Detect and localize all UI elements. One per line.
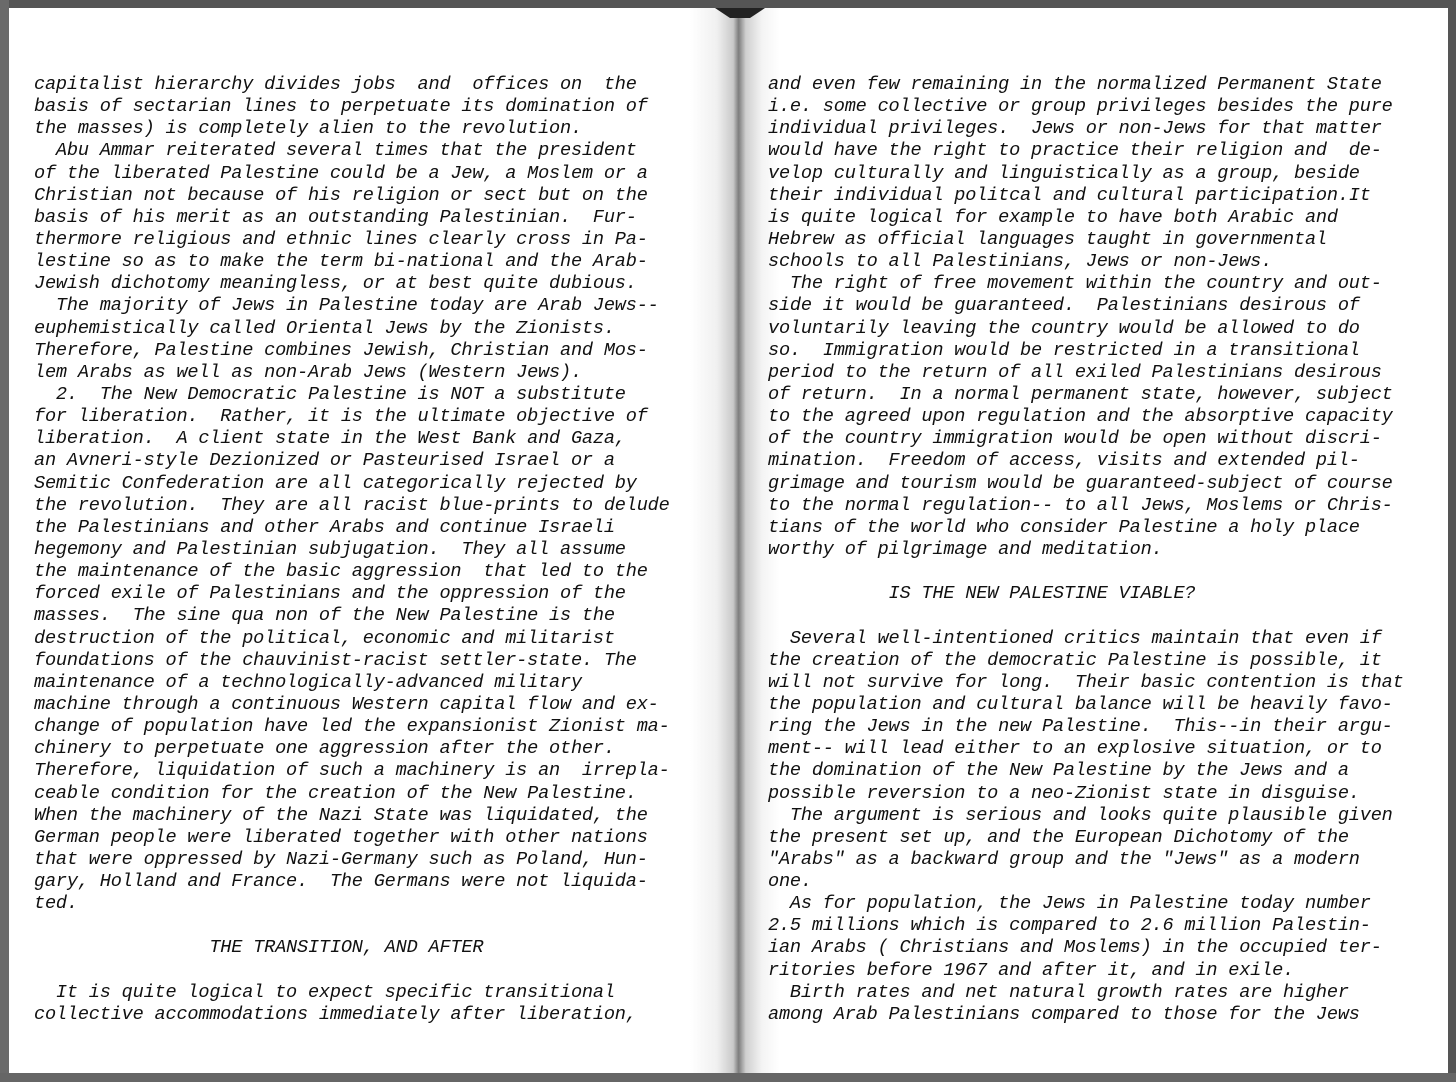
text-line: hegemony and Palestinian subjugation. They all assume <box>34 538 626 560</box>
text-line: collective accommodations immediately after liberation, <box>34 1003 637 1025</box>
text-line: THE TRANSITION, AND AFTER <box>34 937 484 959</box>
text-line: the population and cultural balance will be heavily favo- <box>768 693 1393 715</box>
text-line: for liberation. Rather, it is the ultimate objective of <box>34 406 648 428</box>
text-line: gary, Holland and France. The Germans were not liquida- <box>34 871 648 893</box>
text-line: Semitic Confederation are all categorically rejected by <box>34 472 637 494</box>
text-line: worthy of pilgrimage and meditation. <box>768 538 1163 560</box>
left-page-text <box>34 74 684 1026</box>
text-line: ment-- will lead either to an explosive situation, or to <box>768 738 1382 760</box>
scan-border-left <box>0 0 9 1082</box>
text-line: possible reversion to a neo-Zionist state in disguise. <box>768 782 1360 804</box>
text-line: chinery to perpetuate one aggression after the other. <box>34 738 615 760</box>
text-line: i.e. some collective or group privileges besides the pure <box>768 96 1393 118</box>
text-line: "Arabs" as a backward group and the "Jews" as a modern <box>768 848 1360 870</box>
text-line: thermore religious and ethnic lines clearly cross in Pa- <box>34 228 648 250</box>
text-line: an Avneri-style Dezionized or Pasteurised Israel or a <box>34 450 615 472</box>
text-line: their individual politcal and cultural participation.It <box>768 184 1371 206</box>
text-line: the creation of the democratic Palestine is possible, it <box>768 649 1382 671</box>
scan-border-right <box>1448 0 1456 1082</box>
text-line: and even few remaining in the normalized Permanent State <box>768 74 1382 95</box>
text-line: schools to all Palestinians, Jews or non-Jews. <box>768 251 1273 273</box>
text-line: velop culturally and linguistically as a group, beside <box>768 162 1360 184</box>
text-line: Jewish dichotomy meaningless, or at best quite dubious. <box>34 273 637 295</box>
text-line: masses. The sine qua non of the New Palestine is the <box>34 605 615 627</box>
text-line: Christian not because of his religion or sect but on the <box>34 184 648 206</box>
text-line <box>34 915 684 937</box>
text-line: would have the right to practice their religion and de- <box>768 140 1382 162</box>
right-page-text <box>768 74 1418 1026</box>
text-line: The right of free movement within the country and out- <box>768 273 1382 295</box>
text-line: side it would be guaranteed. Palestinians desirous of <box>768 295 1360 317</box>
text-line: the revolution. They are all racist blue-prints to delude <box>34 494 670 516</box>
text-line: so. Immigration would be restricted in a transitional <box>768 339 1360 361</box>
text-line: individual privileges. Jews or non-Jews for that matter <box>768 118 1382 140</box>
text-line: The argument is serious and looks quite plausible given <box>768 804 1393 826</box>
text-line: of return. In a normal permanent state, however, subject <box>768 383 1393 405</box>
text-line: foundations of the chauvinist-racist settler-state. The <box>34 649 637 671</box>
text-line: lestine so as to make the term bi-national and the Arab- <box>34 251 648 273</box>
text-line: liberation. A client state in the West Bank and Gaza, <box>34 428 626 450</box>
text-line: period to the return of all exiled Palestinians desirous <box>768 361 1382 383</box>
text-line: machine through a continuous Western capital flow and ex- <box>34 693 659 715</box>
text-line: Therefore, liquidation of such a machinery is an irrepla- <box>34 760 670 782</box>
text-line: When the machinery of the Nazi State was liquidated, the <box>34 804 648 826</box>
text-line: among Arab Palestinians compared to those for the Jews <box>768 1003 1360 1025</box>
text-line: ted. <box>34 893 78 915</box>
text-line: German people were liberated together with other nations <box>34 826 648 848</box>
text-line: Abu Ammar reiterated several times that the president <box>34 140 637 162</box>
text-line: one. <box>768 871 812 893</box>
text-line: ian Arabs ( Christians and Moslems) in the occupied ter- <box>768 937 1382 959</box>
text-line: basis of sectarian lines to perpetuate its domination of <box>34 96 648 118</box>
text-line: ring the Jews in the new Palestine. This--in their argu- <box>768 716 1393 738</box>
text-line: to the normal regulation-- to all Jews, Moslems or Chris- <box>768 494 1393 516</box>
text-line: It is quite logical to expect specific transitional <box>34 981 615 1003</box>
text-line: voluntarily leaving the country would be allowed to do <box>768 317 1360 339</box>
text-line: the domination of the New Palestine by the Jews and a <box>768 760 1349 782</box>
text-line: Several well-intentioned critics maintain that even if <box>768 627 1382 649</box>
text-line <box>34 960 684 982</box>
text-line: Birth rates and net natural growth rates are higher <box>768 981 1349 1003</box>
text-line: destruction of the political, economic and militarist <box>34 627 615 649</box>
text-line: to the agreed upon regulation and the absorptive capacity <box>768 406 1393 428</box>
text-line: ceable condition for the creation of the New Palestine. <box>34 782 637 804</box>
text-line: of the country immigration would be open without discri- <box>768 428 1382 450</box>
text-line: 2. The New Democratic Palestine is NOT a substitute <box>34 383 626 405</box>
text-line: lem Arabs as well as non-Arab Jews (Western Jews). <box>34 361 582 383</box>
text-line: ritories before 1967 and after it, and in exile. <box>768 959 1294 981</box>
text-line: mination. Freedom of access, visits and extended pil- <box>768 450 1360 472</box>
text-line: the Palestinians and other Arabs and continue Israeli <box>34 516 615 538</box>
text-line: IS THE NEW PALESTINE VIABLE? <box>768 583 1196 605</box>
text-line: Hebrew as official languages taught in governmental <box>768 228 1327 250</box>
text-line: As for population, the Jews in Palestine today number <box>768 893 1371 915</box>
text-line: will not survive for long. Their basic contention is that <box>768 671 1404 693</box>
text-line: the present set up, and the European Dichotomy of the <box>768 826 1349 848</box>
text-line: grimage and tourism would be guaranteed-subject of course <box>768 472 1393 494</box>
text-line: 2.5 millions which is compared to 2.6 million Palestin- <box>768 915 1371 937</box>
text-line: that were oppressed by Nazi-Germany such as Poland, Hun- <box>34 848 648 870</box>
text-line <box>768 605 1418 627</box>
text-line: the maintenance of the basic aggression that led to the <box>34 561 648 583</box>
text-line: The majority of Jews in Palestine today are Arab Jews-- <box>34 295 659 317</box>
text-line: maintenance of a technologically-advanced military <box>34 671 582 693</box>
scan-border-bottom <box>0 1073 1456 1082</box>
text-line: the masses) is completely alien to the revolution. <box>34 118 582 140</box>
text-line: Therefore, Palestine combines Jewish, Christian and Mos- <box>34 339 648 361</box>
text-line: euphemistically called Oriental Jews by the Zionists. <box>34 317 615 339</box>
scan-border-top <box>0 0 1456 8</box>
text-line: change of population have led the expansionist Zionist ma- <box>34 716 670 738</box>
text-line: tians of the world who consider Palestine a holy place <box>768 516 1360 538</box>
text-line: capitalist hierarchy divides jobs and offices on the <box>34 74 637 95</box>
text-line <box>768 561 1418 583</box>
text-line: basis of his merit as an outstanding Palestinian. Fur- <box>34 206 637 228</box>
text-line: of the liberated Palestine could be a Jew, a Moslem or a <box>34 162 648 184</box>
text-line: forced exile of Palestinians and the oppression of the <box>34 583 626 605</box>
book-gutter <box>690 8 780 1073</box>
text-line: is quite logical for example to have both Arabic and <box>768 206 1338 228</box>
